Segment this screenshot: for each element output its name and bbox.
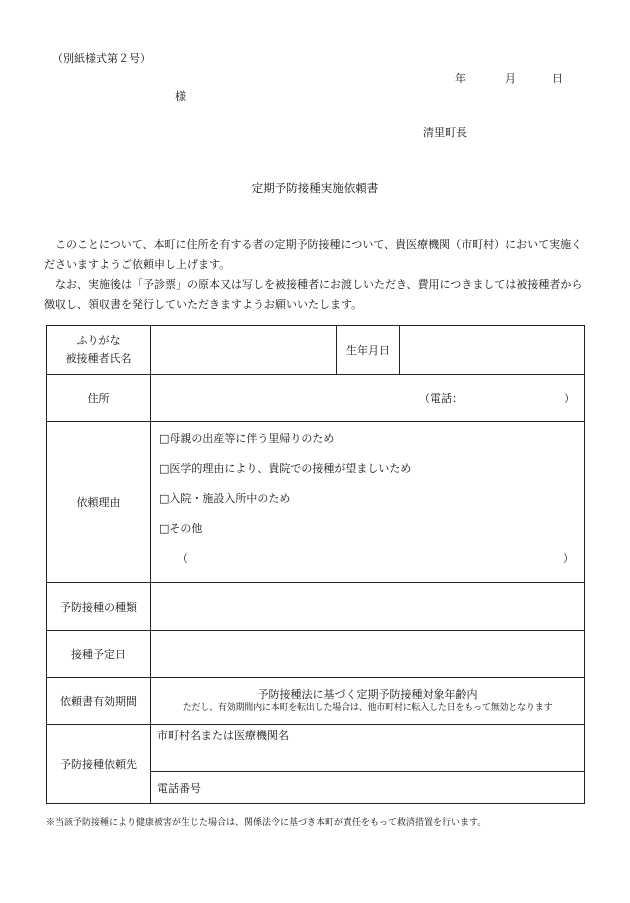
- validity-main-text: 予防接種法に基づく定期予防接種対象年齢内: [257, 688, 478, 701]
- other-open-paren: （: [177, 552, 188, 565]
- validity-label: 依頼書有効期間: [47, 678, 151, 725]
- phone-number-input[interactable]: [151, 772, 585, 804]
- issuer-name: 清里町長: [423, 126, 467, 139]
- furigana-label: ふりがな: [76, 334, 121, 347]
- name-label: 被接種者氏名: [65, 352, 132, 365]
- phone-close: ）: [564, 392, 575, 405]
- body-paragraph-1: このことについて、本町に住所を有する者の定期予防接種について、貴医療機関（市町村）において実施くださいますようご依頼申し上げます。: [44, 238, 583, 271]
- body-paragraph-2: なお、実施後は「予診票」の原本又は写しを被接種者にお渡しいただき、費用につきましては被接種者から徴収し、領収書を発行していただきますようお願いいたします。: [44, 278, 583, 311]
- address-row: [47, 375, 585, 422]
- other-close-paren: ）: [563, 552, 574, 565]
- scheduled-date-label: 接種予定日: [47, 631, 151, 678]
- validity-cell: [151, 678, 585, 725]
- name-row: [47, 326, 585, 375]
- reason-option-hospitalized[interactable]: □入院・施設入所中のため: [159, 492, 291, 505]
- reason-option-medical[interactable]: □医学的理由により、貴院での接種が望ましいため: [159, 462, 412, 475]
- phone-open: （電話：: [419, 392, 463, 405]
- institution-label: 市町村名または医療機関名: [157, 729, 289, 742]
- request-to-label: 予防接種依頼先: [47, 725, 151, 804]
- reason-option-homecoming[interactable]: □母親の出産等に伴う里帰りのため: [159, 432, 335, 445]
- birthdate-input[interactable]: [400, 326, 585, 375]
- scheduled-date-row: [47, 631, 585, 678]
- form-number: （別紙様式第２号）: [52, 52, 151, 65]
- institution-input[interactable]: [151, 725, 585, 772]
- phone-number-label: 電話番号: [157, 781, 201, 795]
- date-year-label: 年: [455, 72, 466, 85]
- birthdate-label: 生年月日: [337, 326, 400, 375]
- reason-row: [47, 422, 585, 583]
- reason-option-other[interactable]: □その他: [159, 522, 203, 535]
- footnote: ※当該予防接種により健康被害が生じた場合は、関係法令に基づき本町が責任をもって救済措置を行います。: [46, 818, 487, 828]
- reason-label: 依頼理由: [47, 422, 151, 583]
- date-day-label: 日: [552, 72, 563, 85]
- request-form-table: [46, 325, 585, 804]
- address-input[interactable]: [151, 375, 585, 422]
- name-label-cell: [47, 326, 151, 375]
- reason-options: [151, 422, 585, 583]
- addressee-suffix: 様: [175, 90, 186, 103]
- date-month-label: 月: [505, 72, 516, 85]
- document-title: 定期予防接種実施依頼書: [251, 181, 379, 195]
- validity-note: ただし、有効期間内に本町を転出した場合は、他市町村に転入した日をもって無効となります: [182, 703, 553, 713]
- scheduled-date-input[interactable]: [151, 631, 585, 678]
- vaccine-type-label: 予防接種の種類: [47, 583, 151, 631]
- address-label: 住所: [47, 375, 151, 422]
- institution-row: [47, 725, 585, 772]
- vaccine-type-input[interactable]: [151, 583, 585, 631]
- name-input[interactable]: [151, 326, 337, 375]
- other-reason-input[interactable]: [159, 546, 584, 576]
- validity-row: [47, 678, 585, 725]
- body-text: [44, 235, 589, 315]
- vaccine-type-row: [47, 583, 585, 631]
